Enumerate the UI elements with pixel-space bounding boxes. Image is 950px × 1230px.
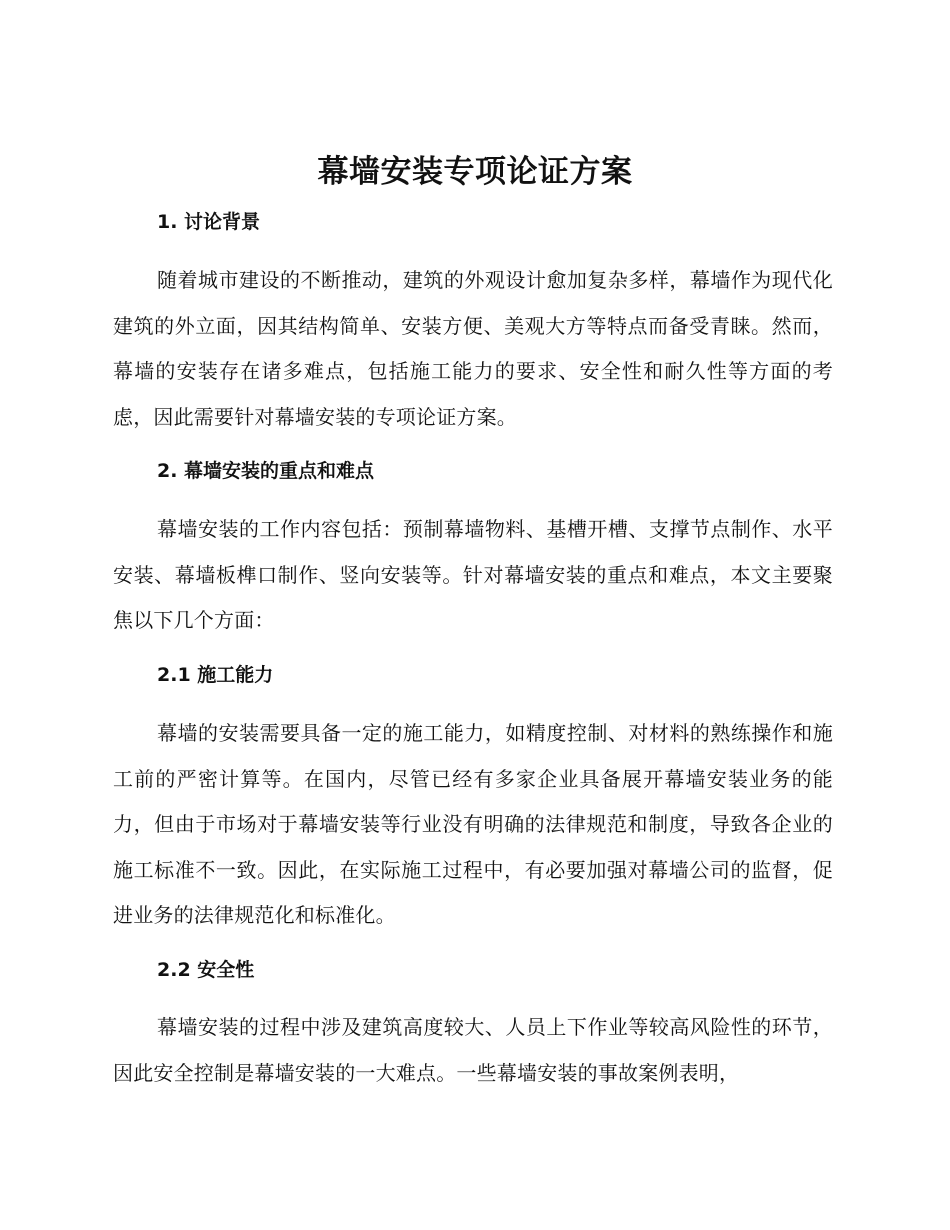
section-heading-construction-capability: 2.1 施工能力 bbox=[157, 664, 274, 686]
section-heading-background: 1. 讨论背景 bbox=[157, 211, 261, 233]
section-paragraph-background: 随着城市建设的不断推动，建筑的外观设计愈加复杂多样，幕墙作为现代化建筑的外立面，因其结构简单、安装方便、美观大方等特点而备受青睐。然而，幕墙的安装存在诸多难点，包括施工能力的要求、安全性和耐久性等方面的考虑，因此需要针对幕墙安装的专项论证方案。 bbox=[113, 268, 833, 429]
section-paragraph-key-difficulties: 幕墙安装的工作内容包括：预制幕墙物料、基槽开槽、支撑节点制作、水平安装、幕墙板榫口制作、竖向安装等。针对幕墙安装的重点和难点，本文主要聚焦以下几个方面： bbox=[113, 517, 833, 632]
section-heading-safety: 2.2 安全性 bbox=[157, 959, 255, 981]
section-paragraph-construction-capability: 幕墙的安装需要具备一定的施工能力，如精度控制、对材料的熟练操作和施工前的严密计算等。在国内，尽管已经有多家企业具备展开幕墙安装业务的能力，但由于市场对于幕墙安装等行业没有明确的法律规范和制度，导致各企业的施工标准不一致。因此，在实际施工过程中，有必要加强对幕墙公司的监督，促进业务的法律规范化和标准化。 bbox=[113, 721, 833, 927]
document-title: 幕墙安装专项论证方案 bbox=[317, 154, 633, 190]
section-paragraph-safety: 幕墙安装的过程中涉及建筑高度较大、人员上下作业等较高风险性的环节，因此安全控制是幕墙安装的一大难点。一些幕墙安装的事故案例表明， bbox=[113, 1015, 833, 1085]
section-heading-key-difficulties: 2. 幕墙安装的重点和难点 bbox=[157, 460, 375, 482]
